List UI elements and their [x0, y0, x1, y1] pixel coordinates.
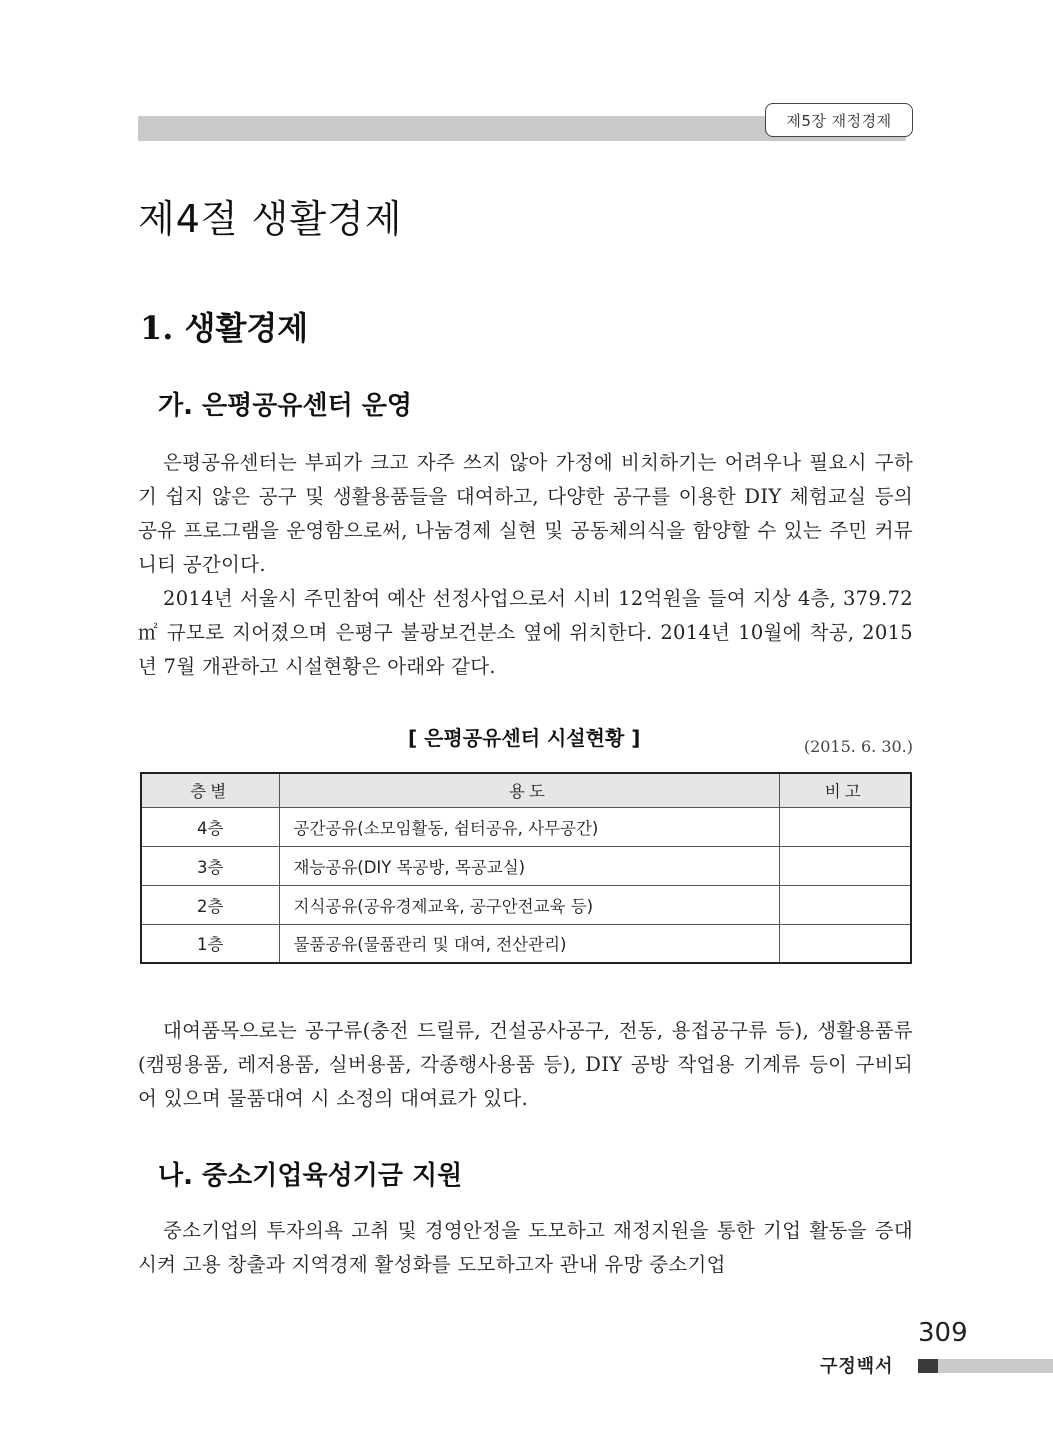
column-header-floor: 층별 — [141, 773, 279, 807]
cell-floor: 2층 — [141, 885, 279, 924]
paragraph: 2014년 서울시 주민참여 예산 선정사업으로서 시비 12억원을 들여 지상 4층, 379.72㎡ 규모로 지어졌으며 은평구 불광보건분소 옆에 위치한다. 2014년 10월에 착공, 2015년 7월 개관하고 시설현황은 아래와 같다. — [138, 587, 913, 678]
cell-remark — [779, 924, 911, 963]
heading-1: 1. 생활경제 — [140, 309, 309, 347]
paragraph: 대여품목으로는 공구류(충전 드릴류, 건설공사공구, 전동, 용접공구류 등), 생활용품류(캠핑용품, 레저용품, 실버용품, 각종행사용품 등), DIY 공방 작업용 기계류 등이 구비되어 있으며 물품대여 시 소정의 대여료가 있다. — [138, 1019, 913, 1110]
table-header-row — [141, 773, 911, 807]
subsection-ga-body — [138, 446, 913, 684]
footer-bar-dark — [918, 1359, 938, 1373]
cell-usage: 물품공유(물품관리 및 대여, 전산관리) — [279, 924, 779, 963]
section-title: 제4절 생활경제 — [138, 197, 403, 241]
cell-floor: 3층 — [141, 846, 279, 885]
paragraph: 은평공유센터는 부피가 크고 자주 쓰지 않아 가정에 비치하기는 어려우나 필요시 구하기 쉽지 않은 공구 및 생활용품들을 대여하고, 다양한 공구를 이용한 DIY 체험교실 등의 공유 프로그램을 운영함으로써, 나눔경제 실현 및 공동체의식을 함양할 수 있는 주민 커뮤니티 공간이다. — [138, 451, 913, 576]
column-header-usage: 용도 — [279, 773, 779, 807]
subsection-na-title: 나. 중소기업육성기금 지원 — [158, 1161, 463, 1191]
table-row — [141, 807, 911, 846]
column-header-remark: 비고 — [779, 773, 911, 807]
book-title: 구정백서 — [820, 1356, 894, 1377]
cell-usage: 재능공유(DIY 목공방, 목공교실) — [279, 846, 779, 885]
cell-usage: 공간공유(소모임활동, 쉼터공유, 사무공간) — [279, 807, 779, 846]
table-row — [141, 885, 911, 924]
subsection-na-body — [138, 1214, 913, 1282]
cell-remark — [779, 807, 911, 846]
table-date: (2015. 6. 30.) — [803, 737, 913, 756]
cell-usage: 지식공유(공유경제교육, 공구안전교육 등) — [279, 885, 779, 924]
subsection-ga-title: 가. 은평공유센터 운영 — [158, 391, 413, 421]
paragraph: 중소기업의 투자의욕 고취 및 경영안정을 도모하고 재정지원을 통한 기업 활동을 증대시켜 고용 창출과 지역경제 활성화를 도모하고자 관내 유망 중소기업 — [138, 1219, 913, 1276]
page-number: 309 — [918, 1318, 968, 1348]
table-caption: [ 은평공유센터 시설현황 ] — [408, 726, 641, 750]
cell-remark — [779, 846, 911, 885]
cell-floor: 1층 — [141, 924, 279, 963]
cell-remark — [779, 885, 911, 924]
cell-floor: 4층 — [141, 807, 279, 846]
footer-bar-light — [938, 1359, 1053, 1373]
rental-items-body — [138, 1014, 913, 1116]
chapter-label: 제5장 재정경제 — [765, 103, 913, 137]
table-row — [141, 924, 911, 963]
table-row — [141, 846, 911, 885]
facility-table — [140, 772, 912, 964]
